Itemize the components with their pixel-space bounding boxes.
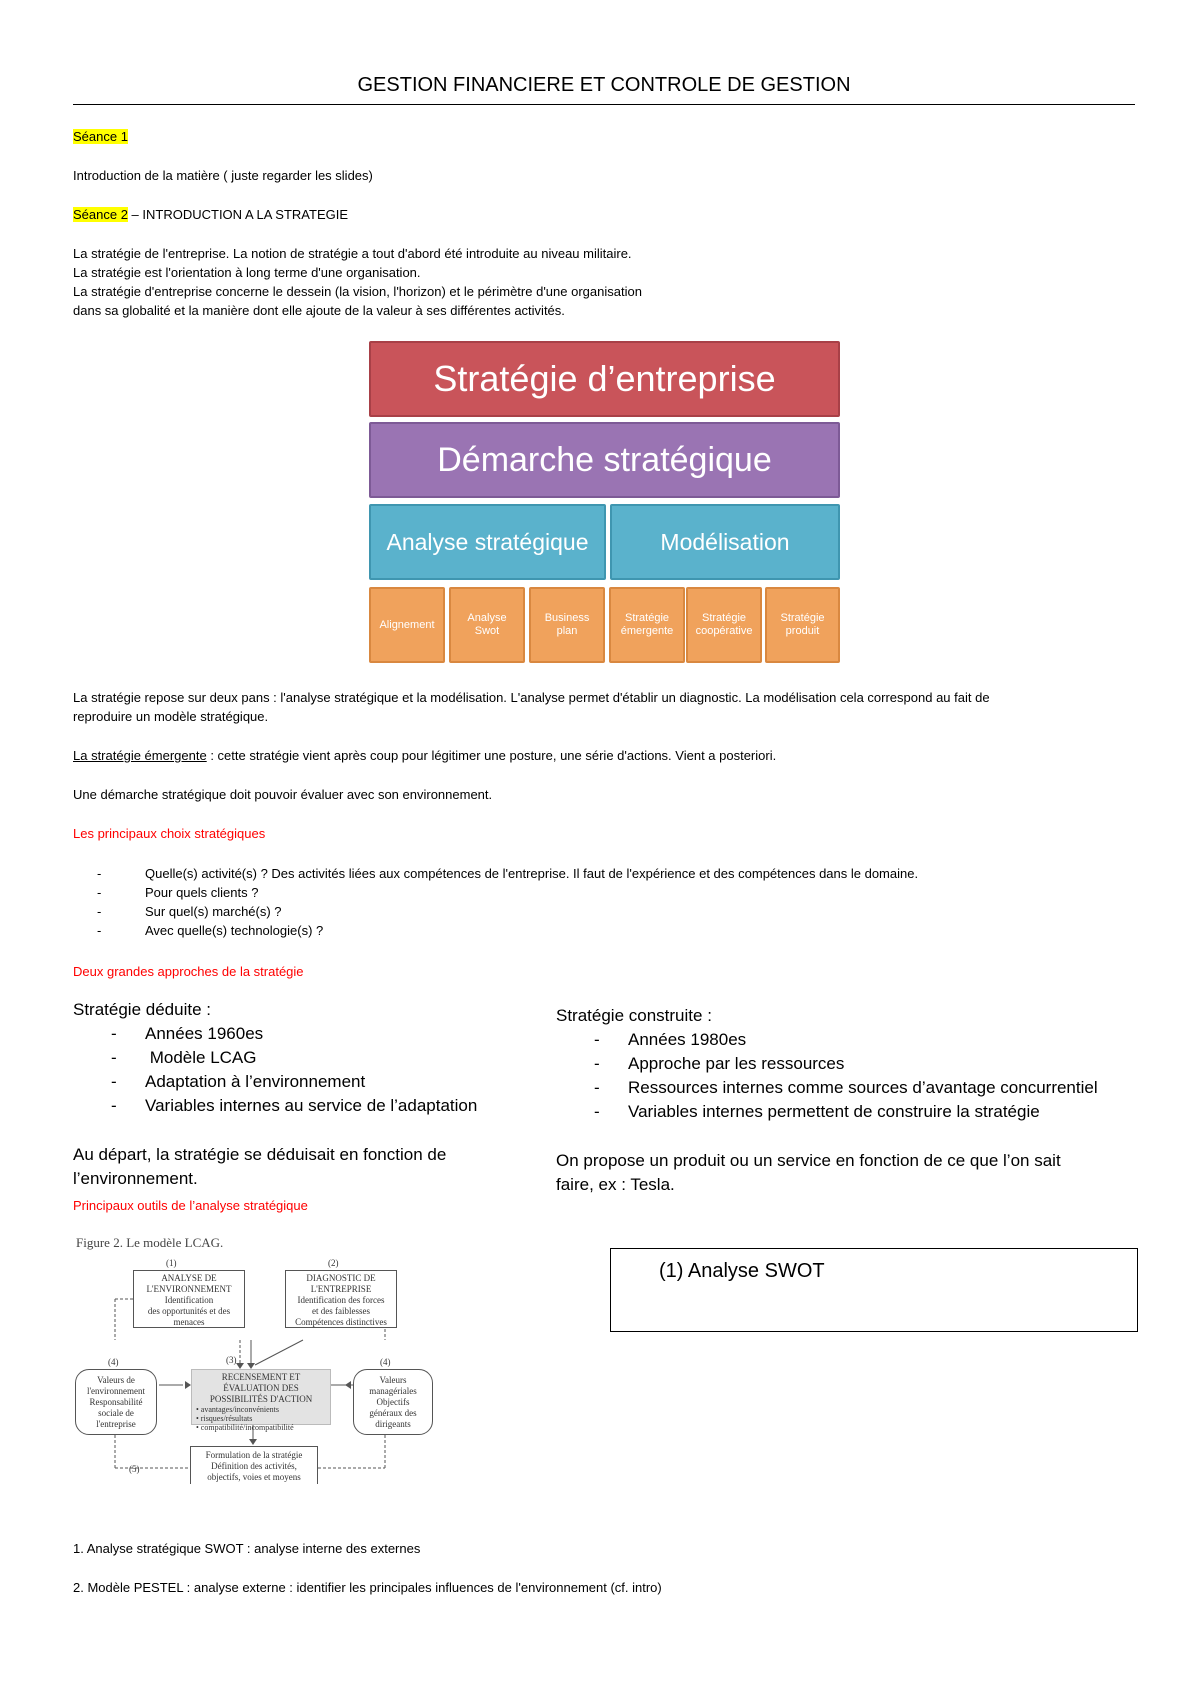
paragraph-line: La stratégie repose sur deux pans : l'analyse stratégique et la modélisation. L'analyse permet d'établir un diagnostic. La modélisation cela correspond au fait de [73,690,990,705]
lcag-box-line: DIAGNOSTIC DE [306,1273,376,1283]
paragraph-line: faire, ex : Tesla. [556,1175,675,1194]
lcag-box-line: généraux des [369,1408,417,1418]
list-item: - Approche par les ressources [556,1052,1156,1076]
title-underline [73,104,1135,105]
lcag-box-line: Identification des forces [297,1295,385,1305]
pyramid-level-modelisation: Modélisation [610,504,840,580]
lcag-box-line: managériales [369,1386,417,1396]
list-item: - Quelle(s) activité(s) ? Des activités liées aux compétences de l'entreprise. Il faut de l'expérience et des compétences dans le domaine. [73,864,1143,883]
lcag-formulation-box [190,1446,318,1484]
seance-2-highlight: Séance 2 [73,207,128,222]
lcag-box-line: l'environnement [86,1386,146,1396]
lcag-box-line: menaces [173,1317,205,1327]
lcag-num-3: (3) [226,1355,237,1365]
lcag-box-line: Compétences distinctives [295,1317,387,1327]
pyramid-item-business-plan: Business plan [529,587,605,663]
paragraph-line: La stratégie est l'orientation à long terme d'une organisation. [73,265,421,280]
strategie-emergente-text: : cette stratégie vient après coup pour légitimer une posture, une série d'actions. Vient a posteriori. [206,748,777,763]
list-item: - Années 1980es [556,1028,1156,1052]
lcag-box-line: ANALYSE DE [161,1273,217,1283]
list-item: - Ressources internes comme sources d’avantage concurrentiel [556,1076,1156,1100]
lcag-model-figure [73,1235,443,1515]
strategie-deduite-list [73,1022,523,1118]
strategie-deduite-title: Stratégie déduite : [73,1000,211,1019]
lcag-recensement-box [191,1369,331,1432]
pyramid-item-strategie-produit: Stratégie produit [765,587,840,663]
list-item: - Variables internes au service de l’adaptation [73,1094,523,1118]
document-title: GESTION FINANCIERE ET CONTROLE DE GESTION [357,74,851,96]
strategie-construite-title: Stratégie construite : [556,1006,712,1025]
seance-1-label [73,127,128,146]
list-item: - Pour quels clients ? [73,883,1143,902]
lcag-box-line: • risques/résultats [196,1414,253,1423]
pyramid-item-analyse-swot: Analyse Swot [449,587,525,663]
lcag-num-4-right: (4) [380,1357,391,1367]
lcag-box-line: Identification [164,1295,214,1305]
lcag-box-line: L'ENTREPRISE [310,1284,372,1294]
list-item: - Modèle LCAG [73,1046,523,1070]
strategie-emergente-term: La stratégie émergente [73,748,207,763]
pyramid-level-analyse-strategique: Analyse stratégique [369,504,606,580]
lcag-box-line: Définition des activités, [211,1461,297,1471]
lcag-num-1: (1) [166,1258,177,1268]
outil-1-swot: 1. Analyse stratégique SWOT : analyse interne des externes [73,1541,421,1556]
seance-1-highlight: Séance 1 [73,129,128,144]
lcag-valeurs-manageriales-box [353,1369,433,1435]
lcag-analyse-environnement-box [133,1270,245,1328]
strategie-emergente-definition [73,746,776,765]
seance-2-title: – INTRODUCTION A LA STRATEGIE [127,207,349,222]
lcag-num-2: (2) [328,1258,339,1268]
lcag-box-line: dirigeants [375,1419,411,1429]
lcag-box-line: Formulation de la stratégie [205,1450,303,1460]
analyse-swot-title: (1) Analyse SWOT [659,1260,825,1282]
lcag-box-line: Responsabilité [89,1397,143,1407]
list-item: - Adaptation à l’environnement [73,1070,523,1094]
seance-2-heading [73,205,348,224]
lcag-box-line: • compatibilité/incompatibilité [196,1423,294,1432]
strategie-construite-list [556,1028,1156,1124]
paragraph-line: La stratégie d'entreprise concerne le dessein (la vision, l'horizon) et le périmètre d'une organisation [73,284,642,299]
lcag-box-line: • avantages/inconvénients [196,1405,279,1414]
paragraph-line: reproduire un modèle stratégique. [73,709,269,724]
paragraph-line: l’environnement. [73,1169,198,1188]
demarche-sentence: Une démarche stratégique doit pouvoir évaluer avec son environnement. [73,787,493,802]
lcag-box-line: et des faiblesses [312,1306,370,1316]
lcag-box-line: objectifs, voies et moyens [207,1472,301,1482]
paragraph-line: On propose un produit ou un service en fonction de ce que l’on sait [556,1151,1061,1170]
paragraph-line: Au départ, la stratégie se déduisait en fonction de [73,1145,447,1164]
lcag-box-line: Objectifs [376,1397,410,1407]
lcag-box-line: Valeurs de [97,1375,135,1385]
pyramid-item-strategie-emergente: Stratégie émergente [609,587,685,663]
lcag-valeurs-environnement-box [75,1369,157,1435]
approches-heading: Deux grandes approches de la stratégie [73,964,304,979]
choix-strategiques-list [73,864,1143,940]
lcag-box-line: Valeurs [379,1375,407,1385]
paragraph-line: dans sa globalité et la manière dont elle ajoute de la valeur à ses différentes activités. [73,303,565,318]
lcag-diagnostic-entreprise-box [285,1270,397,1328]
list-item: - Variables internes permettent de construire la stratégie [556,1100,1156,1124]
lcag-box-line: l'entreprise [96,1419,136,1429]
choix-strategiques-heading: Les principaux choix stratégiques [73,826,266,841]
pyramid-item-alignement: Alignement [369,587,445,663]
pyramid-item-strategie-cooperative: Stratégie coopérative [686,587,762,663]
seance-1-intro: Introduction de la matière ( juste regarder les slides) [73,168,373,183]
list-item: - Avec quelle(s) technologie(s) ? [73,921,1143,940]
paragraph-line: La stratégie de l'entreprise. La notion de stratégie a tout d'abord été introduite au niveau militaire. [73,246,632,261]
lcag-box-line: L'ENVIRONNEMENT [146,1284,232,1294]
lcag-box-line: des opportunités et des [147,1306,231,1316]
pyramid-level-demarche-strategique: Démarche stratégique [369,422,840,498]
outils-heading: Principaux outils de l’analyse stratégique [73,1198,308,1213]
lcag-box-line: sociale de [98,1408,134,1418]
lcag-caption: Figure 2. Le modèle LCAG. [76,1235,224,1250]
strategie-construite-section [556,1004,1156,1197]
list-item: - Sur quel(s) marché(s) ? [73,902,1143,921]
strategie-deduite-section [73,998,523,1191]
lcag-num-5: (5) [129,1464,140,1474]
lcag-box-line: ÉVALUATION DES [223,1383,299,1393]
lcag-box-line: POSSIBILITÉS D'ACTION [209,1394,313,1404]
deux-pans-paragraph [73,688,1143,726]
strategy-pyramid-diagram [369,341,840,663]
strategy-definition-paragraph [73,244,642,320]
outil-2-pestel: 2. Modèle PESTEL : analyse externe : identifier les principales influences de l'environnement (cf. intro) [73,1580,662,1595]
analyse-swot-box [610,1248,1138,1332]
pyramid-level-strategie-entreprise: Stratégie d’entreprise [369,341,840,417]
list-item: - Années 1960es [73,1022,523,1046]
lcag-box-line: RECENSEMENT ET [221,1372,301,1382]
lcag-num-4-left: (4) [108,1357,119,1367]
